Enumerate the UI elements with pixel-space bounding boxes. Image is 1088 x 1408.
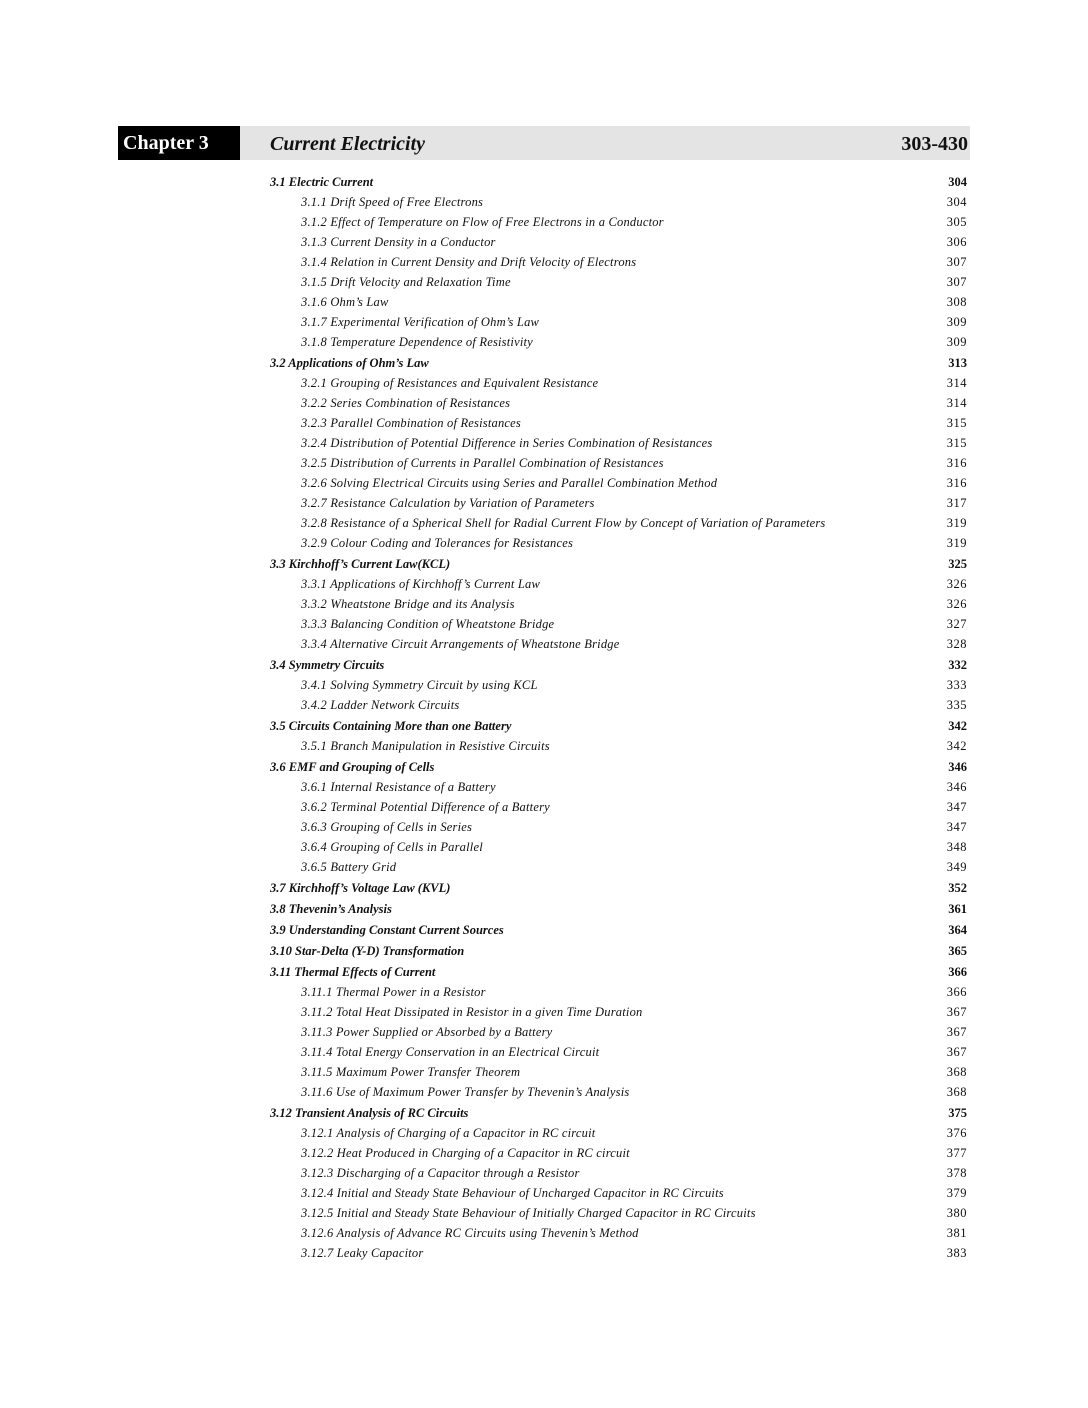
toc-subsection: [270, 695, 967, 715]
toc-section-page: 364: [948, 923, 967, 937]
toc-subsection-title: 3.12.2 Heat Produced in Charging of a Capacitor in RC circuit: [301, 1146, 630, 1160]
toc-subsection-title: 3.12.5 Initial and Steady State Behaviour of Initially Charged Capacitor in RC Circuits: [301, 1206, 756, 1220]
toc-subsection: [270, 1022, 967, 1042]
toc-subsection-page: 308: [946, 295, 967, 309]
toc-subsection-title: 3.2.2 Series Combination of Resistances: [301, 396, 511, 410]
toc-subsection-title: 3.2.4 Distribution of Potential Difference in Series Combination of Resistances: [301, 436, 713, 450]
toc-subsection-title: 3.6.2 Terminal Potential Difference of a Battery: [301, 800, 550, 814]
toc-section-title: 3.9 Understanding Constant Current Sources: [270, 923, 504, 937]
toc-subsection: [270, 473, 967, 493]
toc-subsection-title: 3.5.1 Branch Manipulation in Resistive Circuits: [301, 739, 550, 753]
toc-subsection: [270, 634, 967, 654]
toc-subsection: [270, 1143, 967, 1163]
toc-section: [270, 757, 967, 777]
toc-section-title: 3.12 Transient Analysis of RC Circuits: [270, 1106, 469, 1120]
toc-subsection-page: 305: [946, 215, 967, 229]
toc-subsection: [270, 1042, 967, 1062]
toc-subsection-title: 3.2.9 Colour Coding and Tolerances for Resistances: [301, 536, 574, 550]
toc-subsection-title: 3.6.1 Internal Resistance of a Battery: [301, 780, 496, 794]
toc-section-title: 3.4 Symmetry Circuits: [270, 658, 385, 672]
toc-subsection-page: 346: [946, 780, 967, 794]
chapter-title: Current Electricity: [270, 133, 425, 155]
toc-section-title: 3.6 EMF and Grouping of Cells: [270, 760, 435, 774]
toc-subsection-title: 3.2.6 Solving Electrical Circuits using Series and Parallel Combination Method: [301, 476, 718, 490]
toc-subsection: [270, 777, 967, 797]
toc-subsection-page: 378: [946, 1166, 967, 1180]
toc-section-page: 352: [948, 881, 967, 895]
toc-subsection-title: 3.1.2 Effect of Temperature on Flow of Free Electrons in a Conductor: [301, 215, 664, 229]
toc-section-title: 3.2 Applications of Ohm’s Law: [270, 356, 429, 370]
toc-subsection-page: 377: [946, 1146, 967, 1160]
toc-section-page: 361: [948, 902, 967, 916]
toc-subsection-title: 3.6.3 Grouping of Cells in Series: [301, 820, 473, 834]
toc-subsection-title: 3.1.4 Relation in Current Density and Drift Velocity of Electrons: [301, 255, 637, 269]
toc-subsection-title: 3.6.4 Grouping of Cells in Parallel: [301, 840, 483, 854]
toc-section-title: 3.7 Kirchhoff’s Voltage Law (KVL): [270, 881, 451, 895]
toc-subsection-page: 306: [946, 235, 967, 249]
toc-subsection: [270, 1183, 967, 1203]
toc-subsection-title: 3.2.7 Resistance Calculation by Variation of Parameters: [301, 496, 595, 510]
toc-subsection: [270, 1002, 967, 1022]
toc-subsection-page: 326: [946, 597, 967, 611]
toc-subsection-title: 3.3.4 Alternative Circuit Arrangements of Wheatstone Bridge: [301, 637, 620, 651]
toc-subsection: [270, 533, 967, 553]
toc-section-page: 365: [948, 944, 967, 958]
toc-subsection-title: 3.6.5 Battery Grid: [301, 860, 397, 874]
toc-subsection-page: 333: [946, 678, 967, 692]
toc-subsection: [270, 232, 967, 252]
toc-subsection: [270, 212, 967, 232]
table-of-contents: [270, 172, 967, 1263]
toc-subsection-page: 367: [946, 1045, 967, 1059]
toc-subsection-title: 3.4.2 Ladder Network Circuits: [301, 698, 460, 712]
toc-section-title: 3.10 Star-Delta (Y-D) Transformation: [270, 944, 465, 958]
toc-section: [270, 941, 967, 961]
toc-subsection: [270, 1163, 967, 1183]
toc-section-page: 342: [948, 719, 967, 733]
toc-section-title: 3.3 Kirchhoff’s Current Law(KCL): [270, 557, 451, 571]
toc-subsection: [270, 433, 967, 453]
toc-subsection-title: 3.11.1 Thermal Power in a Resistor: [301, 985, 486, 999]
toc-subsection: [270, 1082, 967, 1102]
toc-section: [270, 716, 967, 736]
toc-subsection-page: 316: [946, 456, 967, 470]
toc-subsection-page: 376: [946, 1126, 967, 1140]
toc-subsection-page: 381: [946, 1226, 967, 1240]
toc-subsection-page: 319: [946, 536, 967, 550]
toc-subsection: [270, 513, 967, 533]
toc-subsection: [270, 252, 967, 272]
toc-subsection: [270, 332, 967, 352]
toc-subsection: [270, 982, 967, 1002]
toc-subsection: [270, 675, 967, 695]
toc-subsection-page: 326: [946, 577, 967, 591]
toc-subsection-page: 342: [946, 739, 967, 753]
toc-subsection-page: 367: [946, 1025, 967, 1039]
toc-subsection-title: 3.3.1 Applications of Kirchhoff’s Current Law: [301, 577, 540, 591]
toc-section: [270, 554, 967, 574]
toc-subsection: [270, 594, 967, 614]
toc-subsection-page: 349: [946, 860, 967, 874]
toc-subsection-title: 3.12.7 Leaky Capacitor: [301, 1246, 424, 1260]
toc-subsection-page: 307: [946, 255, 967, 269]
toc-subsection-page: 366: [946, 985, 967, 999]
toc-subsection: [270, 1123, 967, 1143]
toc-subsection-title: 3.1.3 Current Density in a Conductor: [301, 235, 496, 249]
toc-subsection: [270, 837, 967, 857]
toc-subsection-title: 3.4.1 Solving Symmetry Circuit by using KCL: [301, 678, 538, 692]
toc-subsection: [270, 192, 967, 212]
toc-subsection-title: 3.2.3 Parallel Combination of Resistances: [301, 416, 521, 430]
toc-subsection-title: 3.11.2 Total Heat Dissipated in Resistor in a given Time Duration: [301, 1005, 643, 1019]
chapter-label: Chapter 3: [118, 126, 240, 160]
toc-subsection-page: 316: [946, 476, 967, 490]
toc-subsection-title: 3.2.8 Resistance of a Spherical Shell for Radial Current Flow by Concept of Variation of Parameters: [301, 516, 826, 530]
toc-subsection-page: 347: [946, 800, 967, 814]
toc-section: [270, 878, 967, 898]
toc-section: [270, 899, 967, 919]
toc-subsection-page: 307: [946, 275, 967, 289]
toc-subsection: [270, 797, 967, 817]
toc-subsection-page: 314: [946, 376, 967, 390]
toc-subsection-title: 3.11.4 Total Energy Conservation in an Electrical Circuit: [301, 1045, 600, 1059]
toc-subsection-page: 347: [946, 820, 967, 834]
toc-subsection: [270, 373, 967, 393]
toc-subsection: [270, 1203, 967, 1223]
toc-subsection-page: 368: [946, 1065, 967, 1079]
toc-subsection-page: 368: [946, 1085, 967, 1099]
chapter-page-range: 303-430: [901, 133, 968, 155]
toc-subsection-title: 3.12.1 Analysis of Charging of a Capacitor in RC circuit: [301, 1126, 596, 1140]
toc-subsection-page: 379: [946, 1186, 967, 1200]
toc-subsection-title: 3.3.2 Wheatstone Bridge and its Analysis: [301, 597, 515, 611]
toc-subsection: [270, 574, 967, 594]
toc-subsection-page: 309: [946, 335, 967, 349]
toc-subsection: [270, 614, 967, 634]
toc-subsection-title: 3.1.5 Drift Velocity and Relaxation Time: [301, 275, 511, 289]
toc-section-page: 375: [948, 1106, 967, 1120]
toc-section: [270, 172, 967, 192]
toc-subsection-page: 383: [946, 1246, 967, 1260]
toc-subsection: [270, 493, 967, 513]
toc-subsection: [270, 1062, 967, 1082]
toc-subsection: [270, 272, 967, 292]
toc-section: [270, 920, 967, 940]
toc-subsection: [270, 413, 967, 433]
toc-subsection-title: 3.12.4 Initial and Steady State Behaviour of Uncharged Capacitor in RC Circuits: [301, 1186, 724, 1200]
toc-subsection: [270, 312, 967, 332]
toc-section-title: 3.5 Circuits Containing More than one Battery: [270, 719, 512, 733]
toc-subsection-title: 3.11.3 Power Supplied or Absorbed by a Battery: [301, 1025, 553, 1039]
toc-section-title: 3.1 Electric Current: [270, 175, 374, 189]
toc-section-page: 346: [948, 760, 967, 774]
toc-subsection-page: 348: [946, 840, 967, 854]
toc-subsection-page: 315: [946, 436, 967, 450]
toc-section-page: 304: [948, 175, 967, 189]
toc-subsection: [270, 1243, 967, 1263]
toc-section-title: 3.8 Thevenin’s Analysis: [270, 902, 392, 916]
toc-subsection-page: 317: [946, 496, 967, 510]
toc-section: [270, 655, 967, 675]
chapter-header: [118, 126, 970, 160]
toc-section-page: 332: [948, 658, 967, 672]
toc-subsection-page: 327: [946, 617, 967, 631]
toc-subsection-page: 380: [946, 1206, 967, 1220]
toc-section-title: 3.11 Thermal Effects of Current: [270, 965, 436, 979]
toc-subsection-title: 3.11.5 Maximum Power Transfer Theorem: [301, 1065, 521, 1079]
toc-subsection-title: 3.11.6 Use of Maximum Power Transfer by Thevenin’s Analysis: [301, 1085, 630, 1099]
toc-subsection-title: 3.2.5 Distribution of Currents in Parallel Combination of Resistances: [301, 456, 664, 470]
toc-section-page: 313: [948, 356, 967, 370]
toc-subsection-title: 3.1.7 Experimental Verification of Ohm’s Law: [301, 315, 540, 329]
toc-subsection-page: 309: [946, 315, 967, 329]
toc-subsection: [270, 393, 967, 413]
toc-subsection-page: 328: [946, 637, 967, 651]
toc-subsection: [270, 292, 967, 312]
toc-subsection-title: 3.12.3 Discharging of a Capacitor through a Resistor: [301, 1166, 580, 1180]
toc-section: [270, 353, 967, 373]
toc-subsection-title: 3.1.6 Ohm’s Law: [301, 295, 389, 309]
toc-subsection-title: 3.1.8 Temperature Dependence of Resistivity: [301, 335, 533, 349]
toc-subsection-page: 319: [946, 516, 967, 530]
toc-subsection-page: 315: [946, 416, 967, 430]
toc-subsection: [270, 736, 967, 756]
toc-section: [270, 962, 967, 982]
toc-subsection-title: 3.1.1 Drift Speed of Free Electrons: [301, 195, 484, 209]
toc-subsection: [270, 1223, 967, 1243]
toc-subsection: [270, 857, 967, 877]
chapter-title-band: [240, 126, 970, 160]
toc-subsection-page: 367: [946, 1005, 967, 1019]
toc-section: [270, 1103, 967, 1123]
toc-section-page: 366: [948, 965, 967, 979]
toc-subsection-title: 3.3.3 Balancing Condition of Wheatstone Bridge: [301, 617, 555, 631]
toc-subsection-page: 314: [946, 396, 967, 410]
toc-section-page: 325: [948, 557, 967, 571]
toc-subsection-page: 335: [946, 698, 967, 712]
toc-subsection-title: 3.12.6 Analysis of Advance RC Circuits using Thevenin’s Method: [301, 1226, 639, 1240]
toc-subsection: [270, 453, 967, 473]
toc-subsection-title: 3.2.1 Grouping of Resistances and Equivalent Resistance: [301, 376, 599, 390]
toc-subsection: [270, 817, 967, 837]
toc-subsection-page: 304: [946, 195, 967, 209]
